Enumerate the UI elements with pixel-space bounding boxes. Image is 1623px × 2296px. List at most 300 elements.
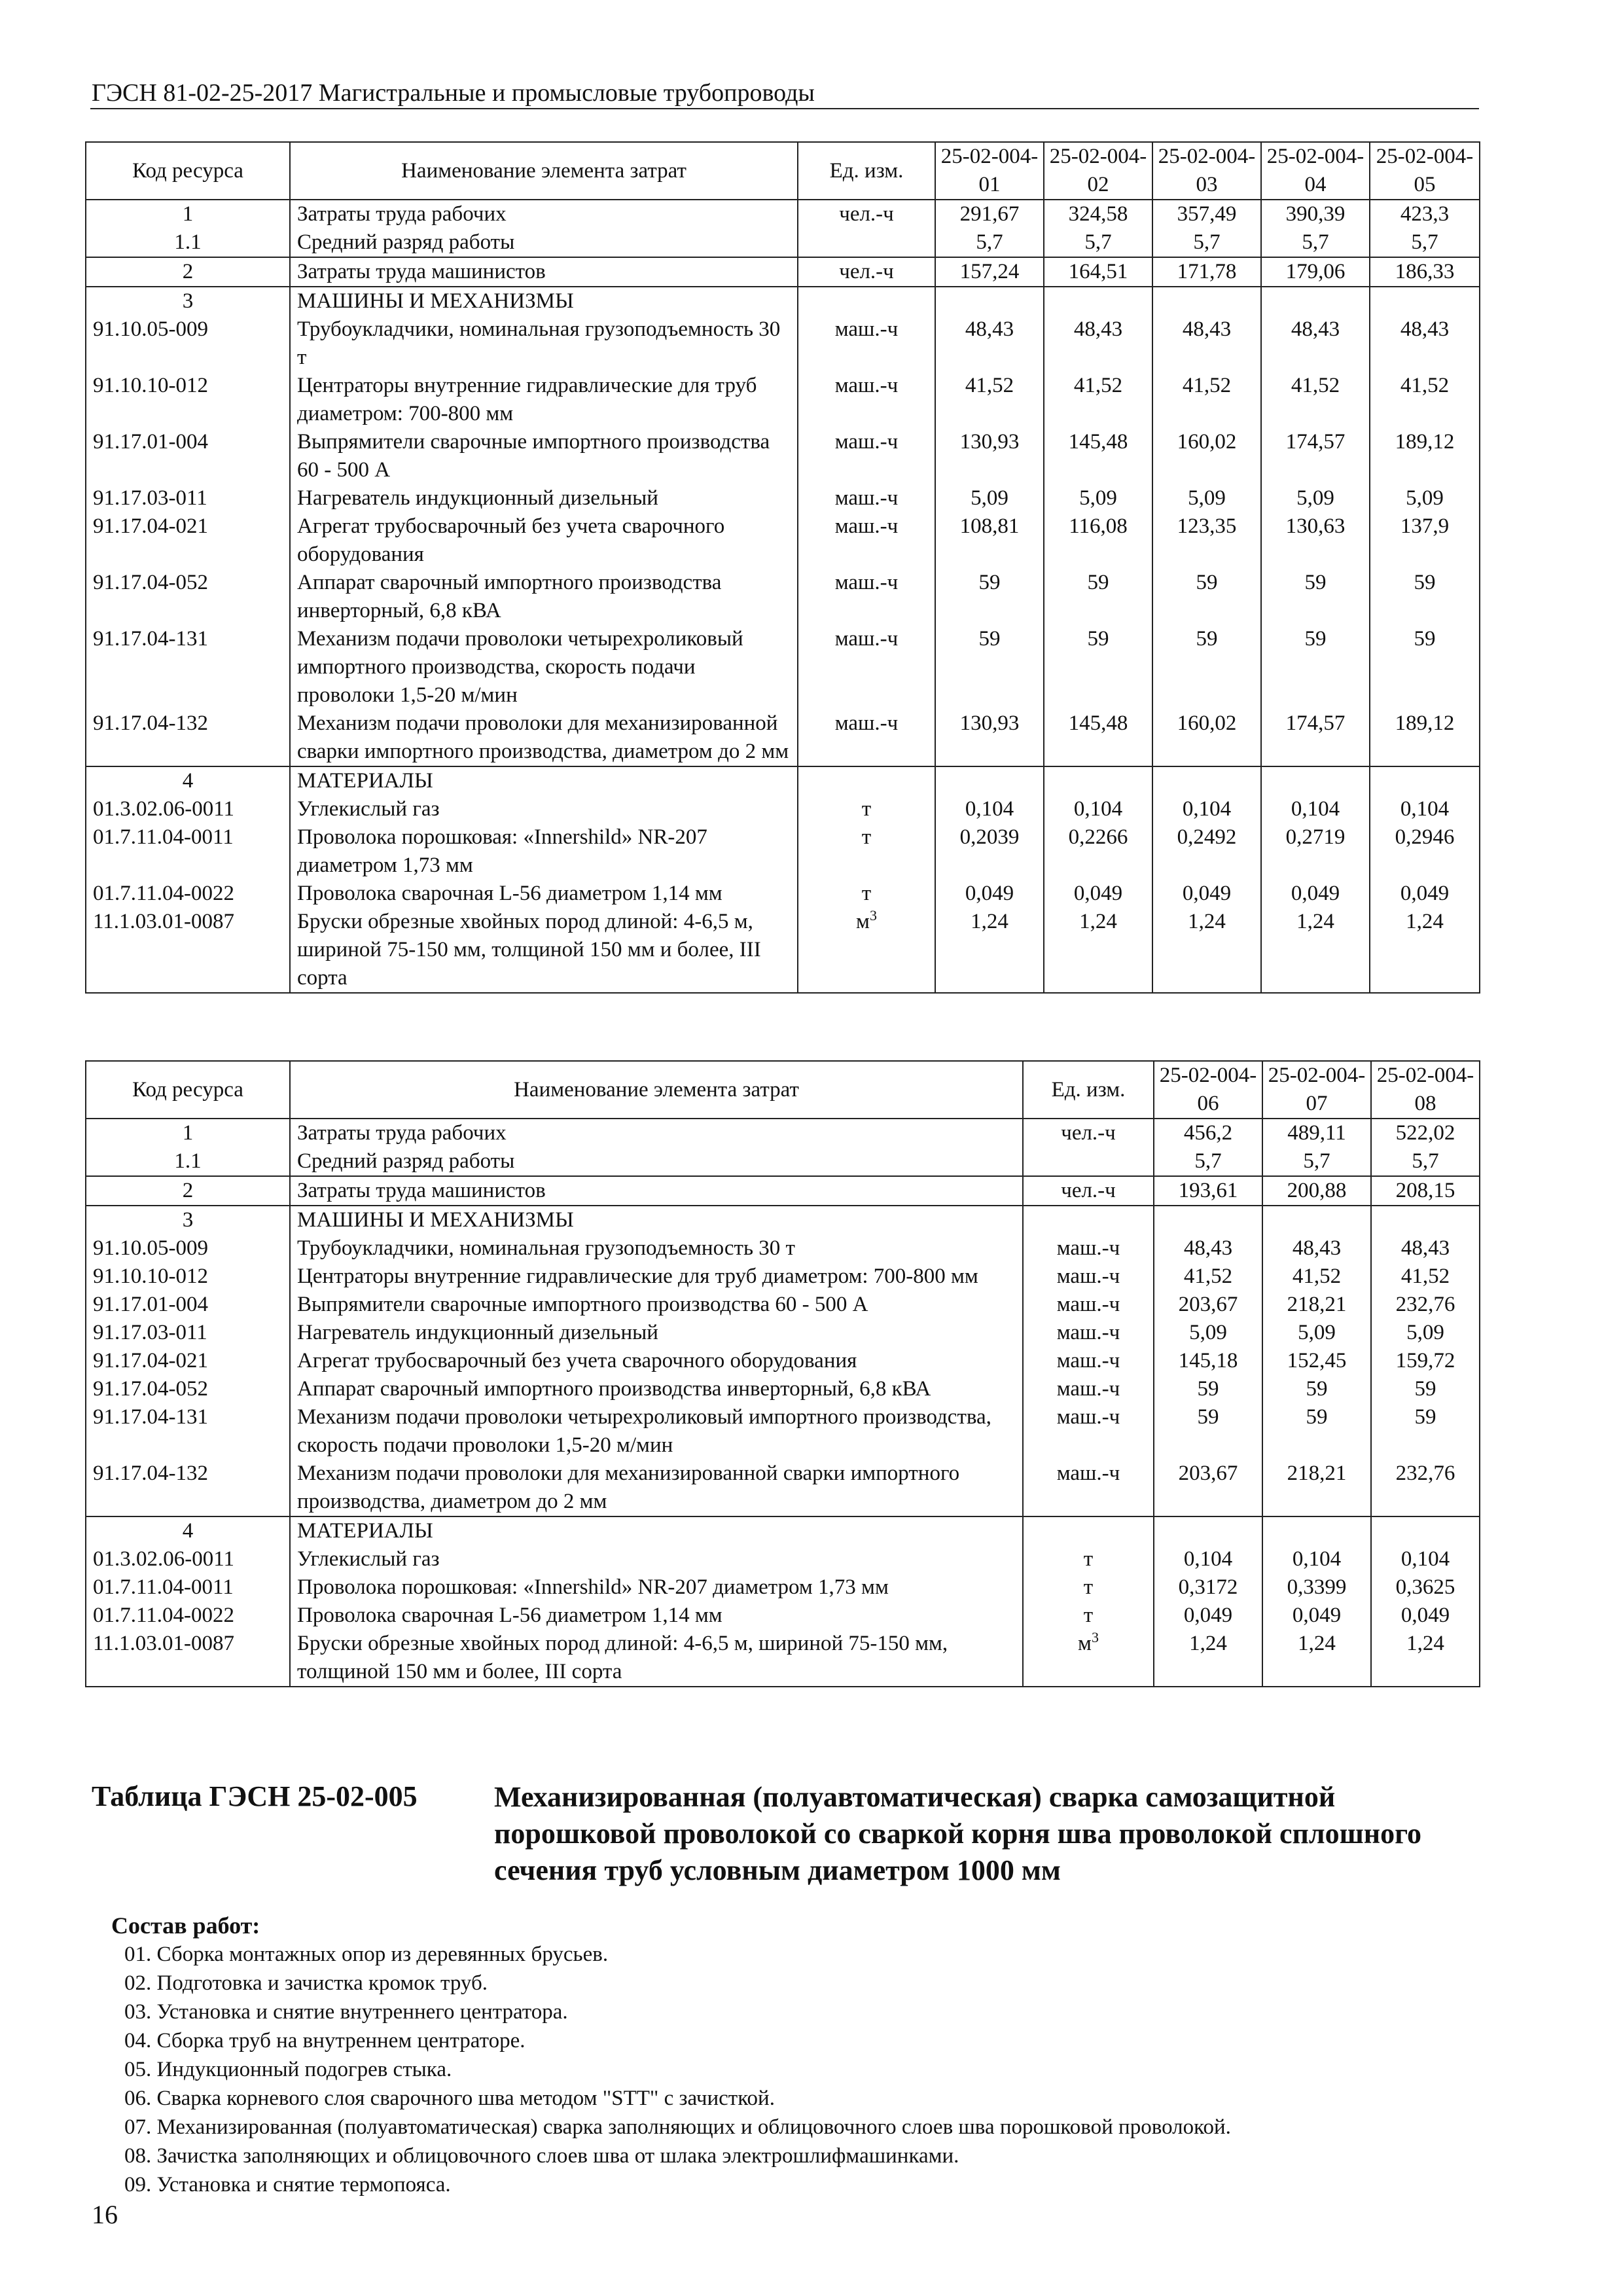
header-code: Код ресурса (86, 142, 290, 200)
resource-value: 0,3625 (1371, 1573, 1480, 1602)
resource-unit: маш.-ч (1023, 1234, 1154, 1263)
resource-value (1152, 287, 1261, 315)
resource-value: 130,63 (1261, 512, 1370, 569)
resource-name: Затраты труда рабочих (290, 1119, 1023, 1147)
resource-unit: маш.-ч (798, 512, 935, 569)
table-row (86, 1602, 1480, 1630)
table-row (86, 200, 1480, 228)
resource-value (1044, 766, 1152, 795)
resource-name: Механизм подачи проволоки четырехроликовый импортного производства, скорость подачи проволоки 1,5-20 м/мин (290, 625, 798, 709)
resource-value: 1,24 (935, 908, 1044, 993)
resource-unit: чел.-ч (1023, 1119, 1154, 1147)
resource-value: 0,049 (1262, 1602, 1371, 1630)
table-row (86, 709, 1480, 766)
resource-value: 159,72 (1371, 1347, 1480, 1375)
table-row (86, 228, 1480, 257)
resource-value (1152, 766, 1261, 795)
resource-value: 41,52 (1371, 1263, 1480, 1291)
resource-code: 1.1 (86, 228, 290, 257)
resource-value (1371, 1516, 1480, 1545)
resource-value: 5,7 (935, 228, 1044, 257)
resource-value: 145,48 (1044, 709, 1152, 766)
resource-code: 91.10.10-012 (86, 1263, 290, 1291)
resource-name: Аппарат сварочный импортного производства инверторный, 6,8 кВА (290, 1375, 1023, 1403)
header-column: 25-02-004-01 (935, 142, 1044, 200)
table-row (86, 1291, 1480, 1319)
resource-value: 5,09 (935, 484, 1044, 512)
list-item: 07. Механизированная (полуавтоматическая) сварка заполняющих и облицовочного слоев шва порошковой проволокой. (124, 2115, 1231, 2139)
resource-code: 2 (86, 257, 290, 287)
resource-value: 0,104 (1370, 795, 1480, 823)
resource-code: 91.17.04-052 (86, 1375, 290, 1403)
resource-table-1 (85, 141, 1480, 994)
table-row (86, 1263, 1480, 1291)
resource-value: 41,52 (1370, 372, 1480, 428)
resource-value: 5,7 (1370, 228, 1480, 257)
resource-unit (798, 766, 935, 795)
resource-unit (1023, 1206, 1154, 1234)
resource-value: 1,24 (1371, 1630, 1480, 1687)
resource-value (935, 287, 1044, 315)
resource-value: 1,24 (1152, 908, 1261, 993)
resource-code: 1 (86, 200, 290, 228)
table-section-row (86, 1516, 1480, 1545)
resource-unit: маш.-ч (798, 625, 935, 709)
resource-unit: чел.-ч (798, 200, 935, 228)
resource-name: Агрегат трубосварочный без учета сварочного оборудования (290, 512, 798, 569)
resource-value: 5,09 (1044, 484, 1152, 512)
resource-value: 145,48 (1044, 428, 1152, 484)
resource-value (1370, 287, 1480, 315)
resource-code: 91.10.05-009 (86, 315, 290, 372)
resource-name: Проволока порошковая: «Innershild» NR-207 диаметром 1,73 мм (290, 823, 798, 880)
resource-unit: маш.-ч (798, 569, 935, 625)
resource-code: 91.17.04-021 (86, 512, 290, 569)
resource-value: 186,33 (1370, 257, 1480, 287)
table-row (86, 1319, 1480, 1347)
resource-unit: маш.-ч (798, 709, 935, 766)
resource-value (1371, 1206, 1480, 1234)
resource-value: 48,43 (1370, 315, 1480, 372)
resource-value: 5,7 (1261, 228, 1370, 257)
resource-name: Механизм подачи проволоки четырехроликовый импортного производства, скорость подачи проволоки 1,5-20 м/мин (290, 1403, 1023, 1460)
table-section-row (86, 766, 1480, 795)
resource-name: Трубоукладчики, номинальная грузоподъемность 30 т (290, 315, 798, 372)
resource-name: Бруски обрезные хвойных пород длиной: 4-6,5 м, шириной 75-150 мм, толщиной 150 мм и более, III сорта (290, 1630, 1023, 1687)
resource-value (1044, 287, 1152, 315)
table-row (86, 1573, 1480, 1602)
resource-unit (798, 287, 935, 315)
list-item: 08. Зачистка заполняющих и облицовочного слоев шва от шлака электрошлифмашинками. (124, 2144, 959, 2168)
resource-unit: $м^3$ (1023, 1630, 1154, 1687)
resource-value: 0,049 (935, 880, 1044, 908)
resource-value: 0,049 (1371, 1602, 1480, 1630)
section-title: МАШИНЫ И МЕХАНИЗМЫ (290, 1206, 1023, 1234)
resource-unit: маш.-ч (798, 484, 935, 512)
resource-code: 01.7.11.04-0022 (86, 1602, 290, 1630)
works-list (124, 1940, 1231, 2199)
resource-value: 1,24 (1261, 908, 1370, 993)
resource-unit: маш.-ч (1023, 1460, 1154, 1516)
resource-value: 5,09 (1262, 1319, 1371, 1347)
resource-name: Затраты труда машинистов (290, 257, 798, 287)
resource-value: 59 (935, 569, 1044, 625)
list-item: 01. Сборка монтажных опор из деревянных брусьев. (124, 1943, 609, 1966)
table-caption-label: Таблица ГЭСН 25-02-005 (92, 1780, 418, 1812)
resource-value: 179,06 (1261, 257, 1370, 287)
resource-unit: $м^3$ (798, 908, 935, 993)
resource-value: 171,78 (1152, 257, 1261, 287)
resource-name: Проволока сварочная L-56 диаметром 1,14 мм (290, 1602, 1023, 1630)
resource-unit: маш.-ч (1023, 1403, 1154, 1460)
resource-value: 160,02 (1152, 428, 1261, 484)
list-item: 09. Установка и снятие термопояса. (124, 2173, 451, 2197)
resource-unit: маш.-ч (798, 428, 935, 484)
resource-value: 48,43 (1152, 315, 1261, 372)
resource-value: 59 (1371, 1403, 1480, 1460)
resource-value: 456,2 (1154, 1119, 1262, 1147)
list-item: 06. Сварка корневого слоя сварочного шва методом "STT" с зачисткой. (124, 2087, 775, 2110)
resource-name: Затраты труда машинистов (290, 1176, 1023, 1206)
resource-code: 91.17.04-132 (86, 1460, 290, 1516)
resource-value: 41,52 (1044, 372, 1152, 428)
page-number: 16 (92, 2200, 118, 2229)
resource-value: 48,43 (1044, 315, 1152, 372)
resource-code: 11.1.03.01-0087 (86, 908, 290, 993)
resource-value: 1,24 (1370, 908, 1480, 993)
resource-value: 1,24 (1044, 908, 1152, 993)
resource-value: 0,2946 (1370, 823, 1480, 880)
resource-value: 0,049 (1370, 880, 1480, 908)
resource-value: 157,24 (935, 257, 1044, 287)
resource-code: 91.17.04-052 (86, 569, 290, 625)
resource-value: 59 (1044, 569, 1152, 625)
resource-value: 59 (935, 625, 1044, 709)
table-header-row (86, 1061, 1480, 1119)
resource-code: 1.1 (86, 1147, 290, 1176)
resource-value: 59 (1370, 569, 1480, 625)
table-row (86, 1460, 1480, 1516)
resource-code: 91.17.01-004 (86, 1291, 290, 1319)
table-row (86, 1234, 1480, 1263)
table-row (86, 625, 1480, 709)
resource-value: 0,2039 (935, 823, 1044, 880)
resource-value: 41,52 (1152, 372, 1261, 428)
resource-value: 41,52 (1261, 372, 1370, 428)
resource-value: 208,15 (1371, 1176, 1480, 1206)
resource-value: 48,43 (1261, 315, 1370, 372)
document-header-title: ГЭСН 81-02-25-2017 Магистральные и промысловые трубопроводы (92, 79, 815, 107)
resource-name: Бруски обрезные хвойных пород длиной: 4-6,5 м, шириной 75-150 мм, толщиной 150 мм и более, III сорта (290, 908, 798, 993)
resource-name: Механизм подачи проволоки для механизированной сварки импортного производства, диаметром до 2 мм (290, 709, 798, 766)
resource-value: 5,7 (1044, 228, 1152, 257)
resource-value: 59 (1261, 569, 1370, 625)
resource-code: 4 (86, 766, 290, 795)
resource-name: Трубоукладчики, номинальная грузоподъемность 30 т (290, 1234, 1023, 1263)
resource-value: 59 (1154, 1403, 1262, 1460)
resource-code: 91.17.04-132 (86, 709, 290, 766)
header-name: Наименование элемента затрат (290, 142, 798, 200)
resource-value: 324,58 (1044, 200, 1152, 228)
header-column: 25-02-004-06 (1154, 1061, 1262, 1119)
resource-value: 1,24 (1262, 1630, 1371, 1687)
resource-value: 0,3399 (1262, 1573, 1371, 1602)
resource-value: 152,45 (1262, 1347, 1371, 1375)
table-row (86, 1147, 1480, 1176)
resource-code: 91.17.04-131 (86, 1403, 290, 1460)
resource-value: 0,104 (1154, 1545, 1262, 1573)
table-caption-text: Механизированная (полуавтоматическая) сварка самозащитной порошковой проволокой со сваркой корня шва проволокой сплошного сечения труб условным диаметром 1000 мм (494, 1781, 1421, 1886)
header-column: 25-02-004-02 (1044, 142, 1152, 200)
resource-value: 232,76 (1371, 1291, 1480, 1319)
resource-code: 91.17.04-021 (86, 1347, 290, 1375)
header-column: 25-02-004-04 (1261, 142, 1370, 200)
resource-value: 145,18 (1154, 1347, 1262, 1375)
resource-value: 116,08 (1044, 512, 1152, 569)
table-row (86, 908, 1480, 993)
resource-value: 203,67 (1154, 1291, 1262, 1319)
resource-value: 0,2492 (1152, 823, 1261, 880)
resource-value: 5,09 (1154, 1319, 1262, 1347)
resource-value: 59 (1261, 625, 1370, 709)
resource-value: 48,43 (1262, 1234, 1371, 1263)
resource-value: 0,104 (935, 795, 1044, 823)
resource-code: 01.3.02.06-0011 (86, 1545, 290, 1573)
resource-value: 0,104 (1152, 795, 1261, 823)
resource-value: 5,7 (1371, 1147, 1480, 1176)
resource-value: 48,43 (1154, 1234, 1262, 1263)
resource-unit: маш.-ч (1023, 1375, 1154, 1403)
table-row (86, 1119, 1480, 1147)
list-item: 03. Установка и снятие внутреннего центратора. (124, 2000, 568, 2024)
resource-code: 91.10.05-009 (86, 1234, 290, 1263)
resource-unit: т (798, 880, 935, 908)
header-column: 25-02-004-08 (1371, 1061, 1480, 1119)
header-column: 25-02-004-07 (1262, 1061, 1371, 1119)
header-rule (90, 108, 1479, 109)
resource-value: 41,52 (1262, 1263, 1371, 1291)
resource-unit: т (798, 823, 935, 880)
resource-value: 5,09 (1152, 484, 1261, 512)
resource-value (1261, 766, 1370, 795)
resource-value: 200,88 (1262, 1176, 1371, 1206)
resource-value: 0,2266 (1044, 823, 1152, 880)
resource-value: 59 (1152, 569, 1261, 625)
header-column: 25-02-004-03 (1152, 142, 1261, 200)
resource-value: 41,52 (935, 372, 1044, 428)
section-title: МАШИНЫ И МЕХАНИЗМЫ (290, 287, 798, 315)
resource-value: 59 (1262, 1375, 1371, 1403)
resource-value: 5,7 (1152, 228, 1261, 257)
resource-value (1261, 287, 1370, 315)
resource-code: 01.7.11.04-0011 (86, 823, 290, 880)
header-unit: Ед. изм. (1023, 1061, 1154, 1119)
resource-code: 01.3.02.06-0011 (86, 795, 290, 823)
resource-name: Средний разряд работы (290, 228, 798, 257)
resource-value: 390,39 (1261, 200, 1370, 228)
resource-code: 2 (86, 1176, 290, 1206)
resource-value: 59 (1152, 625, 1261, 709)
resource-value: 5,09 (1261, 484, 1370, 512)
resource-value: 59 (1370, 625, 1480, 709)
resource-value: 0,104 (1262, 1545, 1371, 1573)
resource-unit: маш.-ч (798, 315, 935, 372)
resource-name: Агрегат трубосварочный без учета сварочного оборудования (290, 1347, 1023, 1375)
resource-value: 0,3172 (1154, 1573, 1262, 1602)
list-item: 05. Индукционный подогрев стыка. (124, 2058, 452, 2081)
table-row (86, 1403, 1480, 1460)
resource-value: 59 (1154, 1375, 1262, 1403)
resource-unit (1023, 1147, 1154, 1176)
resource-value: 1,24 (1154, 1630, 1262, 1687)
resource-value (1370, 766, 1480, 795)
resource-value: 130,93 (935, 428, 1044, 484)
resource-name: Затраты труда рабочих (290, 200, 798, 228)
resource-value: 193,61 (1154, 1176, 1262, 1206)
resource-name: Углекислый газ (290, 795, 798, 823)
table-row (86, 512, 1480, 569)
resource-code: 11.1.03.01-0087 (86, 1630, 290, 1687)
resource-name: Проволока порошковая: «Innershild» NR-207 диаметром 1,73 мм (290, 1573, 1023, 1602)
table-row (86, 880, 1480, 908)
resource-unit: маш.-ч (798, 372, 935, 428)
resource-value: 423,3 (1370, 200, 1480, 228)
resource-value: 0,049 (1154, 1602, 1262, 1630)
resource-name: Проволока сварочная L-56 диаметром 1,14 мм (290, 880, 798, 908)
resource-value: 108,81 (935, 512, 1044, 569)
table-row (86, 795, 1480, 823)
resource-name: Центраторы внутренние гидравлические для труб диаметром: 700-800 мм (290, 1263, 1023, 1291)
table-header-row (86, 142, 1480, 200)
resource-name: Центраторы внутренние гидравлические для труб диаметром: 700-800 мм (290, 372, 798, 428)
resource-value: 203,67 (1154, 1460, 1262, 1516)
list-item: 02. Подготовка и зачистка кромок труб. (124, 1971, 488, 1995)
resource-unit (798, 228, 935, 257)
resource-code: 91.17.01-004 (86, 428, 290, 484)
table-row (86, 1176, 1480, 1206)
resource-unit: маш.-ч (1023, 1319, 1154, 1347)
resource-value: 0,104 (1044, 795, 1152, 823)
table-row (86, 1347, 1480, 1375)
table-row (86, 1630, 1480, 1687)
resource-code: 91.17.03-011 (86, 1319, 290, 1347)
resource-value: 189,12 (1370, 428, 1480, 484)
resource-value: 174,57 (1261, 709, 1370, 766)
resource-value: 232,76 (1371, 1460, 1480, 1516)
resource-name: Углекислый газ (290, 1545, 1023, 1573)
resource-code: 3 (86, 287, 290, 315)
resource-name: Нагреватель индукционный дизельный (290, 1319, 1023, 1347)
resource-value: 59 (1371, 1375, 1480, 1403)
resource-code: 91.10.10-012 (86, 372, 290, 428)
resource-value (1154, 1516, 1262, 1545)
resource-unit: чел.-ч (798, 257, 935, 287)
section-title: МАТЕРИАЛЫ (290, 1516, 1023, 1545)
list-item: 04. Сборка труб на внутреннем центраторе. (124, 2029, 526, 2053)
resource-unit: т (1023, 1545, 1154, 1573)
table-section-row (86, 1206, 1480, 1234)
resource-code: 4 (86, 1516, 290, 1545)
resource-unit: т (1023, 1602, 1154, 1630)
resource-value: 218,21 (1262, 1460, 1371, 1516)
resource-value (1262, 1206, 1371, 1234)
resource-value: 5,7 (1154, 1147, 1262, 1176)
resource-value: 59 (1262, 1403, 1371, 1460)
resource-value (1154, 1206, 1262, 1234)
section-title: МАТЕРИАЛЫ (290, 766, 798, 795)
resource-table-2 (85, 1060, 1480, 1687)
resource-value (1262, 1516, 1371, 1545)
resource-name: Механизм подачи проволоки для механизированной сварки импортного производства, диаметром до 2 мм (290, 1460, 1023, 1516)
resource-value: 41,52 (1154, 1263, 1262, 1291)
header-unit: Ед. изм. (798, 142, 935, 200)
table-row (86, 315, 1480, 372)
resource-value: 164,51 (1044, 257, 1152, 287)
table-row (86, 1545, 1480, 1573)
resource-value: 59 (1044, 625, 1152, 709)
resource-unit: чел.-ч (1023, 1176, 1154, 1206)
resource-value: 0,049 (1261, 880, 1370, 908)
table-row (86, 257, 1480, 287)
resource-name: Средний разряд работы (290, 1147, 1023, 1176)
resource-name: Нагреватель индукционный дизельный (290, 484, 798, 512)
resource-value: 160,02 (1152, 709, 1261, 766)
table-row (86, 1375, 1480, 1403)
resource-unit: т (1023, 1573, 1154, 1602)
resource-value: 5,09 (1370, 484, 1480, 512)
resource-code: 91.17.03-011 (86, 484, 290, 512)
resource-value: 5,7 (1262, 1147, 1371, 1176)
resource-value: 522,02 (1371, 1119, 1480, 1147)
resource-value: 0,104 (1261, 795, 1370, 823)
resource-value: 48,43 (935, 315, 1044, 372)
table-row (86, 569, 1480, 625)
works-title: Состав работ: (111, 1912, 260, 1939)
resource-value: 0,104 (1371, 1545, 1480, 1573)
resource-name: Выпрямители сварочные импортного производства 60 - 500 А (290, 428, 798, 484)
resource-value: 218,21 (1262, 1291, 1371, 1319)
resource-value: 291,67 (935, 200, 1044, 228)
resource-value: 130,93 (935, 709, 1044, 766)
resource-code: 91.17.04-131 (86, 625, 290, 709)
resource-name: Выпрямители сварочные импортного производства 60 - 500 А (290, 1291, 1023, 1319)
table-row (86, 484, 1480, 512)
resource-value (935, 766, 1044, 795)
table-row (86, 372, 1480, 428)
resource-value: 189,12 (1370, 709, 1480, 766)
table-row (86, 823, 1480, 880)
resource-value: 357,49 (1152, 200, 1261, 228)
resource-value: 489,11 (1262, 1119, 1371, 1147)
resource-name: Аппарат сварочный импортного производства инверторный, 6,8 кВА (290, 569, 798, 625)
table-section-row (86, 287, 1480, 315)
resource-unit: маш.-ч (1023, 1291, 1154, 1319)
table-row (86, 428, 1480, 484)
resource-value: 174,57 (1261, 428, 1370, 484)
header-name: Наименование элемента затрат (290, 1061, 1023, 1119)
header-column: 25-02-004-05 (1370, 142, 1480, 200)
resource-code: 01.7.11.04-0011 (86, 1573, 290, 1602)
resource-unit (1023, 1516, 1154, 1545)
resource-value: 5,09 (1371, 1319, 1480, 1347)
resource-value: 123,35 (1152, 512, 1261, 569)
resource-code: 3 (86, 1206, 290, 1234)
resource-unit: маш.-ч (1023, 1263, 1154, 1291)
resource-value: 137,9 (1370, 512, 1480, 569)
resource-value: 0,049 (1044, 880, 1152, 908)
resource-unit: т (798, 795, 935, 823)
resource-value: 48,43 (1371, 1234, 1480, 1263)
